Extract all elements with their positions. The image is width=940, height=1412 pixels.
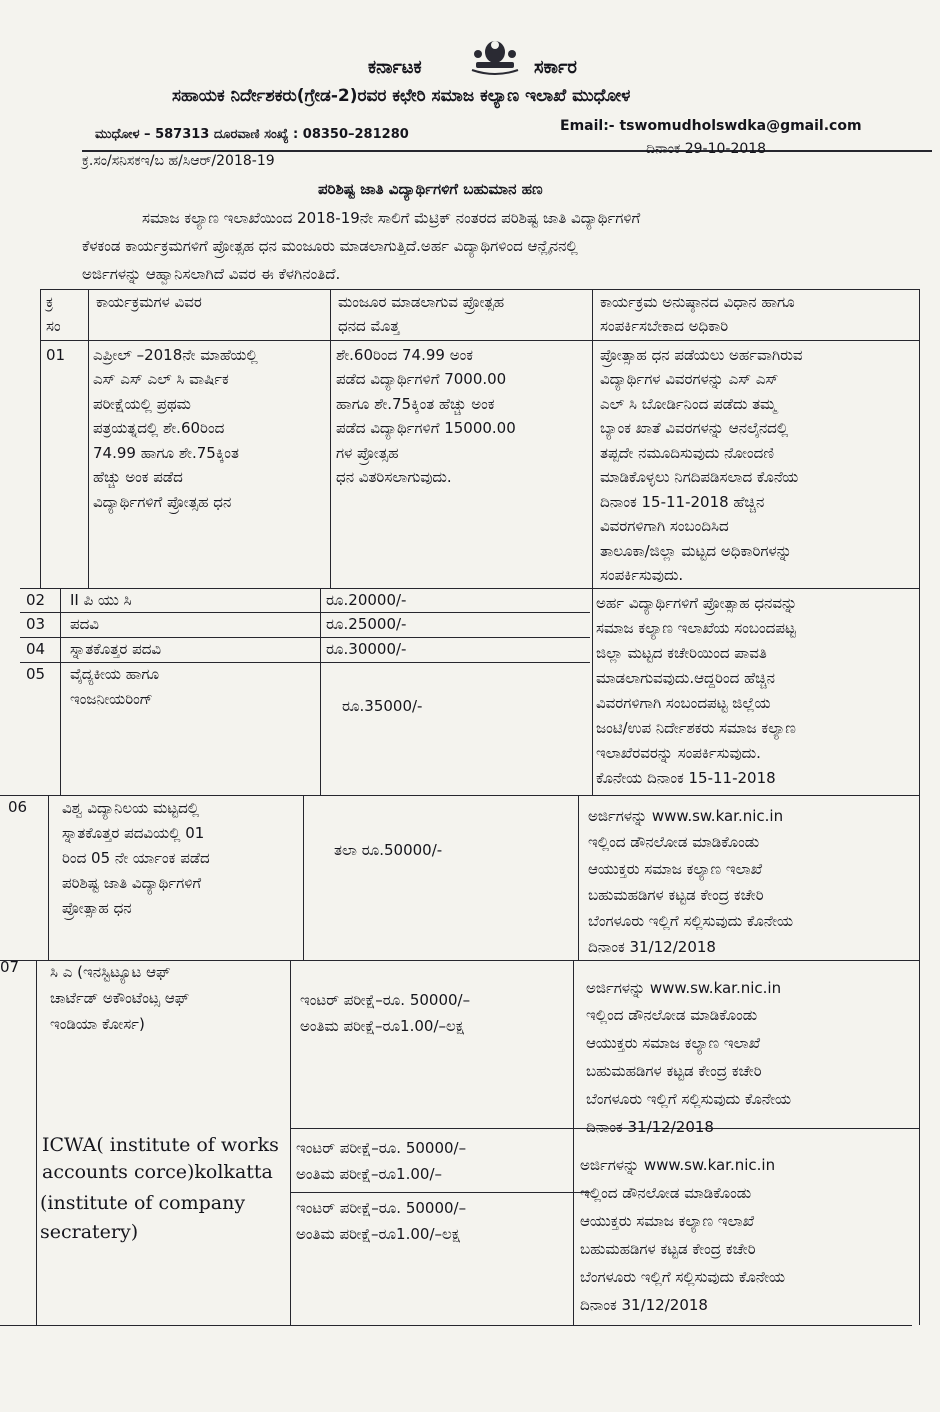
row4-amount: ರೂ.30000/- — [326, 640, 407, 658]
row5-sl: 05 — [26, 665, 46, 683]
row1-sl: 01 — [46, 346, 66, 364]
header-procedure-2: ಸಂಪರ್ಕಿಸಬೇಕಾದ ಅಧಿಕಾರಿ — [600, 317, 729, 335]
intro-line-3: ಅರ್ಜಿಗಳನ್ನು ಆಹ್ವಾನಿಸಲಾಗಿದೆ ವಿವರ ಈ ಕೆಳಗಿನಂತಿದೆ. — [82, 265, 341, 283]
header-karnataka: ಕರ್ನಾಟಕ — [368, 57, 422, 78]
row2-program: II ಪಿ ಯು ಸಿ — [70, 591, 132, 609]
office-title: ಸಹಾಯಕ ನಿರ್ದೇಶಕರು(ಗ್ರೇಡ-2)ರವರ ಕಛೇರಿ ಸಮಾಜ ಕಲ್ಯಾಣ ಇಲಾಖೆ ಮುಧೋಳ — [172, 86, 631, 106]
header-sarkara: ಸರ್ಕಾರ — [534, 57, 577, 78]
row5-program: ವೈದ್ಯಕೀಯ ಹಾಗೂ — [70, 665, 160, 683]
intro-line-2: ಕೆಳಕಂಡ ಕಾರ್ಯಕ್ರಮಗಳಿಗೆ ಪ್ರೋತ್ಸಹ ಧನ ಮಂಜೂರು ಮಾಡಲಾಗುತ್ತಿದೆ.ಅರ್ಹ ವಿದ್ಯಾಥಿಗಳಿಂದ ಆನ್ಲೈನನಲ್ಲಿ — [82, 237, 578, 255]
header-amount-2: ಧನದ ಮೊತ್ತ — [338, 317, 400, 335]
header-sl-1: ಕ್ರ — [46, 293, 54, 311]
address-phone: ಮುಧೋಳ – 587313 ದೂರವಾಣಿ ಸಂಖ್ಯೆ : 08350–281280 — [95, 127, 409, 142]
row3-amount: ರೂ.25000/- — [326, 615, 407, 633]
header-program: ಕಾರ್ಯಕ್ರಮಗಳ ವಿವರ — [96, 293, 202, 311]
karnataka-emblem-icon — [466, 36, 524, 76]
row5-program-line2: ಇಂಜನೀಯರಿಂಗ್ — [70, 690, 153, 708]
row4-sl: 04 — [26, 640, 46, 658]
letter-date: ದಿನಾಂಕ 29-10-2018 — [646, 141, 767, 157]
row2-amount: ರೂ.20000/- — [326, 591, 407, 609]
header-divider — [82, 150, 932, 152]
row6-sl: 06 — [8, 798, 28, 816]
document-page: ಕರ್ನಾಟಕ ಸರ್ಕಾರ ಸಹಾಯಕ ನಿರ್ದೇಶಕರು(ಗ್ರೇಡ-2)ರವರ ಕಛೇರಿ ಸಮಾಜ ಕಲ್ಯಾಣ ಇಲಾಖೆ ಮುಧೋಳ ಮುಧೋಳ – 587313 ದೂರವಾಣಿ ಸಂಖ್ಯೆ : 08350–281280 Email:- tswomudholswdka@gmail.com ಕ್ರ.ಸಂ/ಸನಿಸಕಇ/ಬ ಹ/ಸಿಆರ್/2018-19 ದಿನಾಂಕ 29-10-2018 ಪರಿಶಿಷ್ಟ ಜಾತಿ ವಿದ್ಯಾರ್ಥಿಗಳಿಗೆ ಬಹುಮಾನ ಹಣ ಸಮಾಜ ಕಲ್ಯಾಣ ಇಲಾಖೆಯಿಂದ 2018-19ನೇ ಸಾಲಿಗೆ ಮೆಟ್ರಿಕ್ ನಂತರದ ಪರಿಶಿಷ್ಟ ಜಾತಿ ವಿದ್ಯಾರ್ಥಿಗಳಿಗೆ ಕೆಳಕಂಡ ಕಾರ್ಯಕ್ರಮಗಳಿಗೆ ಪ್ರೋತ್ಸಹ ಧನ ಮಂಜೂರು ಮಾಡಲಾಗುತ್ತಿದೆ.ಅರ್ಹ ವಿದ್ಯಾಥಿಗಳಿಂದ ಆನ್ಲೈನನಲ್ಲಿ ಅರ್ಜಿಗಳನ್ನು ಆಹ್ವಾನಿಸಲಾಗಿದೆ ವಿವರ ಈ ಕೆಳಗಿನಂತಿದೆ. ಕ್ರ ಸಂ ಕಾರ್ಯಕ್ರಮಗಳ ವಿವರ ಮಂಜೂರ ಮಾಡಲಾಗುವ ಪ್ರೋತ್ಸಹ ಧನದ ಮೊತ್ತ ಕಾರ್ಯಕ್ರಮ ಅನುಷ್ಠಾನದ ವಿಧಾನ ಹಾಗೂ ಸಂಪರ್ಕಿಸಬೇಕಾದ ಅಧಿಕಾರಿ 01 ಎಪ್ರೀಲ್ –2018ನೇ ಮಾಹೆಯಲ್ಲಿ ಎಸ್ ಎಸ್ ಎಲ್ ಸಿ ವಾರ್ಷಿಕ ಪರೀಕ್ಷೆಯಲ್ಲಿ ಪ್ರಥಮ ಪತ್ರಯತ್ನದಲ್ಲಿ ಶೇ.60ರಿಂದ 74.99 ಹಾಗೂ ಶೇ.75ಕ್ಕಿಂತ ಹೆಚ್ಚು ಅಂಕ ಪಡೆದ ವಿದ್ಯಾರ್ಥಿಗಳಿಗೆ ಪ್ರೋತ್ಸಹ ಧನ ಶೇ.60ರಿಂದ 74.99 ಅಂಕ ಪಡೆದ ವಿದ್ಯಾರ್ಥಿಗಳಿಗೆ 7000.00 ಹಾಗೂ ಶೇ.75ಕ್ಕಿಂತ ಹೆಚ್ಚು ಅಂಕ ಪಡೆದ ವಿದ್ಯಾರ್ಥಿಗಳಿಗೆ 15000.00 ಗಳ ಪ್ರೋತ್ಸಹ ಧನ ವಿತರಿಸಲಾಗುವುದು. ಪ್ರೋತ್ಸಾಹ ಧನ ಪಡೆಯಲು ಅರ್ಹವಾಗಿರುವ ವಿದ್ಯಾರ್ಥಿಗಳ ವಿವರಗಳನ್ನು ಎಸ್ ಎಸ್ ಎಲ್ ಸಿ ಬೋರ್ಡಿನಿಂದ ಪಡೆದು ತಮ್ಮ ಬ್ಯಾಂಕ ಖಾತೆ ವಿವರಗಳನ್ನು ಆನಲೈನದಲ್ಲಿ ತಪ್ಪದೇ ನಮೂದಿಸುವುದು ನೋಂದಣಿ ಮಾಡಿಕೊಳ್ಳಲು ನಿಗದಿಪಡಿಸಲಾದ ಕೊನೆಯ ದಿನಾಂಕ 15-11-2018 ಹೆಚ್ಚಿನ ವಿವರಗಳಿಗಾಗಿ ಸಂಬಂದಿಸಿದ ತಾಲೂಕಾ/ಜಿಲ್ಲಾ ಮಟ್ಟದ ಅಧಿಕಾರಿಗಳನ್ನು ಸಂಪರ್ಕಿಸುವುದು. 02 II ಪಿ ಯು ಸಿ ರೂ.20000/- 03 ಪದವಿ ರೂ.25000/- 04 ಸ್ನಾತಕೊತ್ತರ ಪದವಿ ರೂ.30000/- 05 ವೈದ್ಯಕೀಯ ಹಾಗೂ ಇಂಜನೀಯರಿಂಗ್ ರೂ.35000/- ಅರ್ಹ ವಿದ್ಯಾರ್ಥಿಗಳಿಗೆ ಪ್ರೋತ್ಸಾಹ ಧನವನ್ನು ಸಮಾಜ ಕಲ್ಯಾಣ ಇಲಾಖೆಯ ಸಂಬಂದಪಟ್ಟ ಜಿಲ್ಲಾ ಮಟ್ಟದ ಕಚೇರಿಯಿಂದ ಪಾವತಿ ಮಾಡಲಾಗುವವುದು.ಆದ್ದರಿಂದ ಹೆಚ್ಚಿನ ವಿವರಗಳಿಗಾಗಿ ಸಂಬಂದಪಟ್ಟ ಜಿಲ್ಲೆಯ ಜಂಟಿ/ಉಪ ನಿರ್ದೇಶಕರು ಸಮಾಜ ಕಲ್ಯಾಣ ಇಲಾಖೆರವರನ್ನು ಸಂಪರ್ಕಿಸುವುದು. ಕೊನೇಯ ದಿನಾಂಕ 15-11-2018 06 ವಿಶ್ವ ವಿದ್ಯಾನಿಲಯ ಮಟ್ಟದಲ್ಲಿ ಸ್ನಾತಕೊತ್ತರ ಪದವಿಯಲ್ಲಿ 01 ರಿಂದ 05 ನೇ ರ್ಯಾಂಕ ಪಡೆದ ಪರಿಶಿಷ್ಟ ಜಾತಿ ವಿದ್ಯಾರ್ಥಿಗಳಿಗೆ ಪ್ರೋತ್ಸಾಹ ಧನ ತಲಾ ರೂ.50000/- ಅರ್ಜಿಗಳನ್ನು www.sw.kar.nic.in ಇಲ್ಲಿಂದ ಡೌನಲೋಡ ಮಾಡಿಕೊಂಡು ಆಯುಕ್ತರು ಸಮಾಜ ಕಲ್ಯಾಣ ಇಲಾಖೆ ಬಹುಮಹಡಿಗಳ ಕಟ್ಟಡ ಕೇಂದ್ರ ಕಚೇರಿ ಬೆಂಗಳೂರು ಇಲ್ಲಿಗೆ ಸಲ್ಲಿಸುವುದು ಕೊನೇಯ ದಿನಾಂಕ 31/12/2018 07 ಸಿ ಎ (ಇನಸ್ಟಿಟ್ಯೂಟ ಆಫ್ ಚಾರ್ಟೆಡ್ ಅಕೌಂಟೆಂಟ್ಸ ಆಫ್ ಇಂಡಿಯಾ ಕೋರ್ಸ) ಇಂಟರ್ ಪರೀಕ್ಷೆ–ರೂ. 50000/– ಅಂತಿಮ ಪರೀಕ್ಷೆ–ರೂ1.00/–ಲಕ್ಷ ಅರ್ಜಿಗಳನ್ನು www.sw.kar.nic.in ಇಲ್ಲಿಂದ ಡೌನಲೋಡ ಮಾಡಿಕೊಂಡು ಆಯುಕ್ತರು ಸಮಾಜ ಕಲ್ಯಾಣ ಇಲಾಖೆ ಬಹುಮಹಡಿಗಳ ಕಟ್ಟಡ ಕೇಂದ್ರ ಕಚೇರಿ ಬೆಂಗಳೂರು ಇಲ್ಲಿಗೆ ಸಲ್ಲಿಸುವುದು ಕೊನೇಯ ದಿನಾಂಕ 31/12/2018 ICWA( institute of works accounts corce)kolkatta (institute of company secratery) ಇಂಟರ್ ಪರೀಕ್ಷೆ–ರೂ. 50000/– ಅಂತಿಮ ಪರೀಕ್ಷೆ–ರೂ1.00/– ಇಂಟರ್ ಪರೀಕ್ಷೆ–ರೂ. 50000/– ಅಂತಿಮ ಪರೀಕ್ಷೆ–ರೂ1.00/–ಲಕ್ಷ ಅರ್ಜಿಗಳನ್ನು www.sw.kar.nic.in ಇಲ್ಲಿಂದ ಡೌನಲೋಡ ಮಾಡಿಕೊಂಡು ಆಯುಕ್ತರು ಸಮಾಜ ಕಲ್ಯಾಣ ಇಲಾಖೆ ಬಹುಮಹಡಿಗಳ ಕಟ್ಟಡ ಕೇಂದ್ರ ಕಚೇರಿ ಬೆಂಗಳೂರು ಇಲ್ಲಿಗೆ ಸಲ್ಲಿಸುವುದು ಕೊನೇಯ ದಿನಾಂಕ 31/12/2018 — [0, 0, 940, 1412]
row5-amount: ರೂ.35000/- — [342, 697, 423, 715]
row7-sl: 07 — [0, 958, 20, 976]
reference-number: ಕ್ರ.ಸಂ/ಸನಿಸಕಇ/ಬ ಹ/ಸಿಆರ್/2018-19 — [82, 153, 275, 169]
intro-line-1: ಸಮಾಜ ಕಲ್ಯಾಣ ಇಲಾಖೆಯಿಂದ 2018-19ನೇ ಸಾಲಿಗೆ ಮೆಟ್ರಿಕ್ ನಂತರದ ಪರಿಶಿಷ್ಟ ಜಾತಿ ವಿದ್ಯಾರ್ಥಿಗಳಿಗೆ — [142, 209, 641, 227]
email-address: Email:- tswomudholswdka@gmail.com — [560, 118, 862, 134]
header-amount-1: ಮಂಜೂರ ಮಾಡಲಾಗುವ ಪ್ರೋತ್ಸಹ — [338, 293, 505, 311]
header-procedure-1: ಕಾರ್ಯಕ್ರಮ ಅನುಷ್ಠಾನದ ವಿಧಾನ ಹಾಗೂ — [600, 293, 795, 311]
header-sl-2: ಸಂ — [46, 317, 61, 335]
subject-heading: ಪರಿಶಿಷ್ಟ ಜಾತಿ ವಿದ್ಯಾರ್ಥಿಗಳಿಗೆ ಬಹುಮಾನ ಹಣ — [318, 180, 543, 198]
row3-sl: 03 — [26, 615, 46, 633]
row6-amount: ತಲಾ ರೂ.50000/- — [334, 841, 443, 859]
row4-program: ಸ್ನಾತಕೊತ್ತರ ಪದವಿ — [70, 640, 162, 658]
row3-program: ಪದವಿ — [70, 615, 99, 633]
row2-sl: 02 — [26, 591, 46, 609]
